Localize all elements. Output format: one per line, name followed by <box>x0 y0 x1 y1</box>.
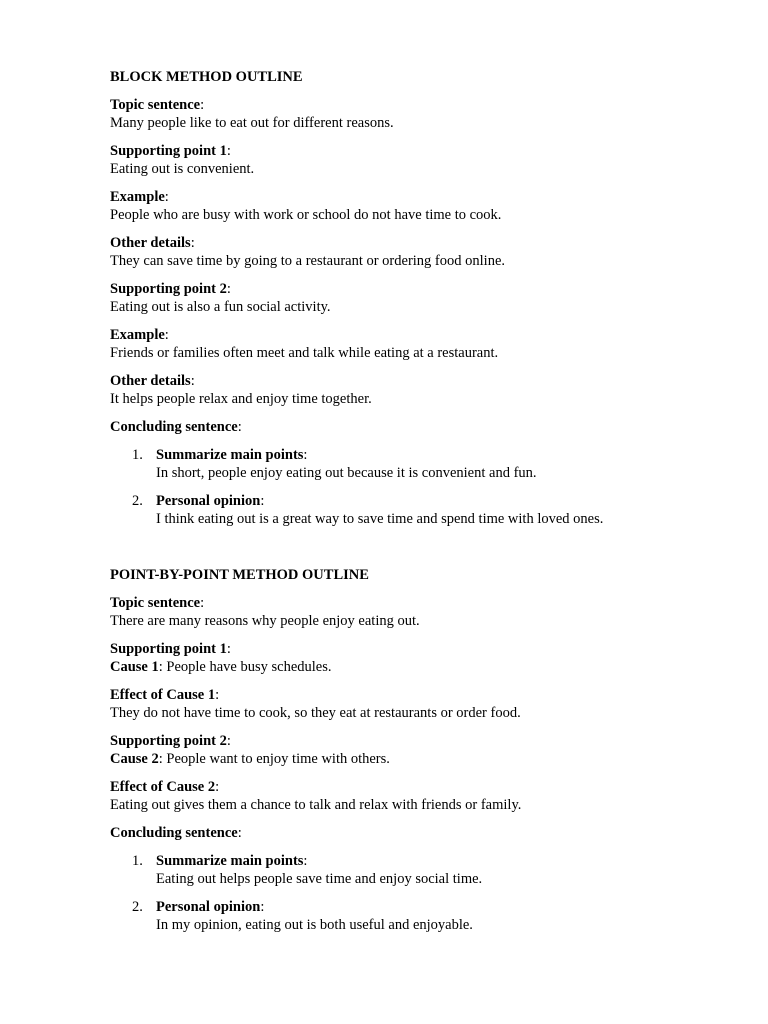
block-method-title: BLOCK METHOD OUTLINE <box>110 69 303 85</box>
list-item-label: Summarize main points <box>156 447 304 463</box>
block-ex1-label: Example <box>110 189 165 205</box>
pbp-eff2-text: Eating out gives them a chance to talk and relax with friends or family. <box>110 797 522 813</box>
pbp-topic-sentence <box>110 594 730 630</box>
list-item <box>110 852 730 888</box>
colon: : <box>215 687 220 703</box>
pbp-eff1-text: They do not have time to cook, so they eat at restaurants or order food. <box>110 705 521 721</box>
pbp-supporting-point-2 <box>110 732 730 768</box>
block-ex2-label: Example <box>110 327 165 343</box>
block-other-details-2 <box>110 372 730 408</box>
pbp-method-title: POINT-BY-POINT METHOD OUTLINE <box>110 567 369 583</box>
colon: : <box>303 447 308 463</box>
colon: : <box>164 327 169 343</box>
block-od1-label: Other details <box>110 235 191 251</box>
block-od2-label: Other details <box>110 373 191 389</box>
pbp-topic-label: Topic sentence <box>110 595 201 611</box>
block-topic-label: Topic sentence <box>110 97 201 113</box>
pbp-cause2-text: : People want to enjoy time with others. <box>158 751 390 767</box>
block-concluding-list <box>110 446 730 528</box>
colon: : <box>226 733 231 749</box>
colon: : <box>226 143 231 159</box>
pbp-topic-text: There are many reasons why people enjoy eating out. <box>110 613 420 629</box>
block-sp1-text: Eating out is convenient. <box>110 161 255 177</box>
block-sp2-text: Eating out is also a fun social activity. <box>110 299 331 315</box>
pbp-eff2-label: Effect of Cause 2 <box>110 779 216 795</box>
block-concluding-sentence <box>110 418 730 436</box>
colon: : <box>303 853 308 869</box>
block-sp2-label: Supporting point 2 <box>110 281 227 297</box>
colon: : <box>260 899 265 915</box>
pbp-concluding-label: Concluding sentence <box>110 825 238 841</box>
block-ex2-text: Friends or families often meet and talk while eating at a restaurant. <box>110 345 499 361</box>
list-item-text: I think eating out is a great way to save time and spend time with loved ones. <box>156 511 604 527</box>
pbp-eff1-label: Effect of Cause 1 <box>110 687 216 703</box>
list-number: 1. <box>132 853 143 869</box>
list-number: 1. <box>132 447 143 463</box>
block-example-2 <box>110 326 730 362</box>
block-ex1-text: People who are busy with work or school do not have time to cook. <box>110 207 502 223</box>
list-number: 2. <box>132 899 143 915</box>
colon: : <box>226 641 231 657</box>
pbp-sp1-label: Supporting point 1 <box>110 641 227 657</box>
list-item <box>110 446 730 482</box>
section-spacer <box>110 538 730 566</box>
pbp-concluding-sentence <box>110 824 730 842</box>
block-example-1 <box>110 188 730 224</box>
list-item-text: In short, people enjoy eating out because it is convenient and fun. <box>156 465 537 481</box>
colon: : <box>164 189 169 205</box>
block-supporting-point-1 <box>110 142 730 178</box>
colon: : <box>190 373 195 389</box>
list-item-label: Personal opinion <box>156 493 261 509</box>
pbp-effect-2 <box>110 778 730 814</box>
list-item-text: In my opinion, eating out is both useful and enjoyable. <box>156 917 473 933</box>
colon: : <box>200 595 205 611</box>
block-od2-text: It helps people relax and enjoy time together. <box>110 391 372 407</box>
block-od1-text: They can save time by going to a restaurant or ordering food online. <box>110 253 506 269</box>
pbp-cause1-text: : People have busy schedules. <box>158 659 332 675</box>
pbp-sp2-label: Supporting point 2 <box>110 733 227 749</box>
block-sp1-label: Supporting point 1 <box>110 143 227 159</box>
block-topic-text: Many people like to eat out for different reasons. <box>110 115 394 131</box>
pbp-concluding-list <box>110 852 730 934</box>
colon: : <box>260 493 265 509</box>
block-other-details-1 <box>110 234 730 270</box>
colon: : <box>215 779 220 795</box>
pbp-supporting-point-1 <box>110 640 730 676</box>
list-item <box>110 492 730 528</box>
list-item-label: Personal opinion <box>156 899 261 915</box>
colon: : <box>200 97 205 113</box>
list-item <box>110 898 730 934</box>
pbp-effect-1 <box>110 686 730 722</box>
list-number: 2. <box>132 493 143 509</box>
colon: : <box>237 825 242 841</box>
pbp-cause1-label: Cause 1 <box>110 659 159 675</box>
pbp-cause2-label: Cause 2 <box>110 751 159 767</box>
colon: : <box>237 419 242 435</box>
block-supporting-point-2 <box>110 280 730 316</box>
colon: : <box>190 235 195 251</box>
colon: : <box>226 281 231 297</box>
document-page <box>110 68 730 944</box>
list-item-label: Summarize main points <box>156 853 304 869</box>
block-concluding-label: Concluding sentence <box>110 419 238 435</box>
list-item-text: Eating out helps people save time and enjoy social time. <box>156 871 483 887</box>
block-topic-sentence <box>110 96 730 132</box>
